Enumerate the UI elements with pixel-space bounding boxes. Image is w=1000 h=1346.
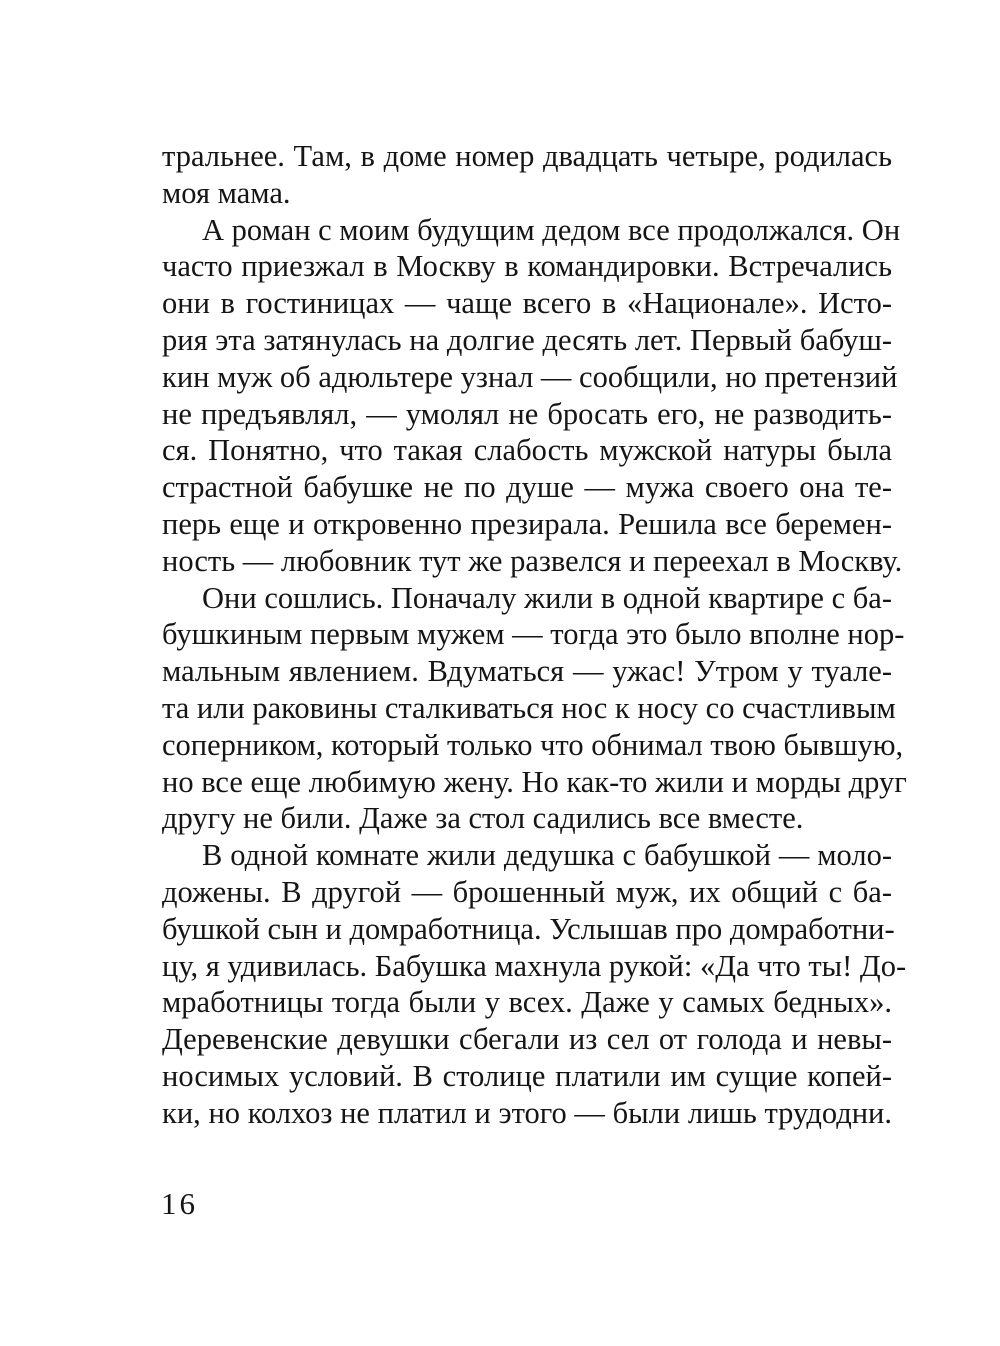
text-line: дожены. В другой — брошенный муж, их общий с ба- — [162, 874, 892, 909]
text-line: кин муж об адюльтере узнал — сообщили, но претензий — [162, 359, 898, 394]
text-line: В одной комнате жили дедушка с бабушкой — моло- — [202, 838, 892, 873]
text-line: та или раковины сталкиваться нос к носу со счастливым — [162, 690, 896, 725]
text-line: соперником, который только что обнимал твою бывшую, — [162, 727, 904, 762]
text-line: Они сошлись. Поначалу жили в одной квартире с ба- — [202, 580, 892, 615]
text-line: они в гостиницах — чаще всего в «Националe». Исто- — [162, 286, 892, 321]
text-line: носимых условий. В столице платили им сущие копей- — [162, 1058, 892, 1093]
text-line: часто приезжал в Москву в командировки. Встречались — [162, 249, 892, 284]
text-line: рия эта затянулась на долгие десять лет. Первый бабуш- — [162, 322, 892, 357]
text-line: мальным явлением. Вдуматься — ужас! Утром у туале- — [162, 654, 892, 689]
text-line: ность — любовник тут же развелся и переехал в Москву. — [162, 543, 903, 578]
text-line: мработницы тогда были у всех. Даже у самых бедных». — [162, 985, 892, 1020]
text-line: моя мама. — [162, 175, 291, 210]
text-line: А роман с моим будущим дедом все продолжался. Он — [202, 212, 901, 247]
page-number: 16 — [161, 1186, 198, 1221]
text-line: тральнее. Там, в доме номер двадцать четыре, родилась — [162, 139, 892, 173]
text-line: цу, я удивилась. Бабушка махнула рукой: «Да что ты! До- — [162, 948, 907, 983]
text-line: ся. Понятно, что такая слабость мужской натуры была — [162, 433, 892, 468]
body-text — [162, 138, 907, 1132]
text-line: страстной бабушке не по душе — мужа своего она те- — [162, 470, 892, 505]
text-line: другу не били. Даже за стол садились все вместе. — [162, 801, 804, 836]
text-line: но все еще любимую жену. Но как-то жили и морды друг — [162, 764, 907, 799]
text-line: ки, но колхоз не платил и этого — были лишь трудодни. — [162, 1095, 892, 1130]
text-line: бушкиным первым мужем — тогда это было вполне нор- — [162, 617, 905, 652]
text-line: Деревенские девушки сбегали из сел от голода и невы- — [162, 1022, 892, 1057]
text-line: бушкой сын и домработница. Услышав про домработни- — [162, 911, 895, 946]
text-line: не предъявлял, — умолял не бросать его, не разводить- — [162, 396, 892, 431]
text-line: перь еще и откровенно презирала. Решила все беремен- — [162, 506, 892, 541]
